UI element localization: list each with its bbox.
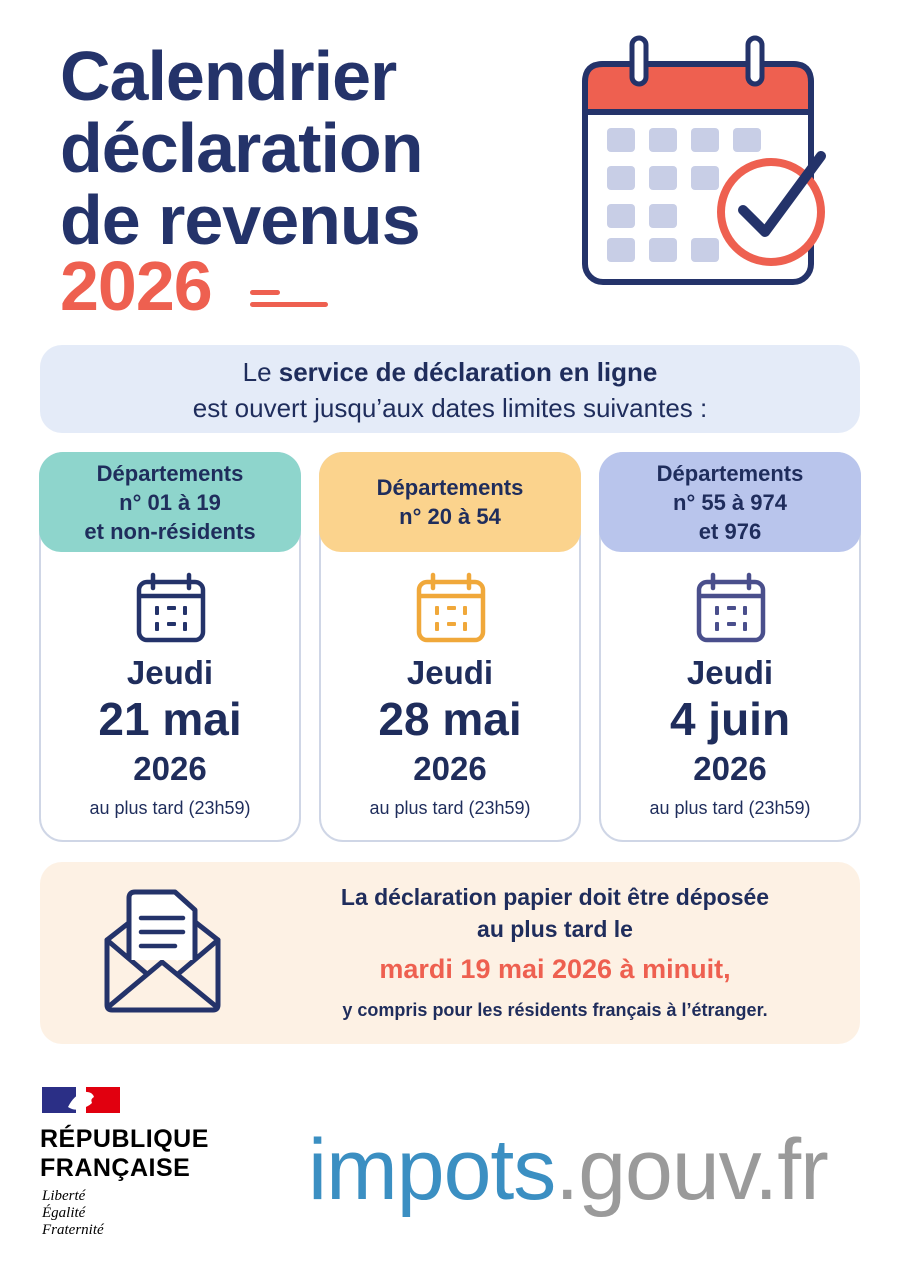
card-header-line: n° 20 à 54 bbox=[399, 504, 501, 529]
card-day: Jeudi bbox=[126, 654, 214, 691]
card-year: 2026 bbox=[413, 750, 487, 787]
banner-line-2: est ouvert jusqu’aux dates limites suivantes : bbox=[192, 393, 708, 423]
card-header-line: Départements bbox=[96, 460, 244, 486]
card-year: 2026 bbox=[693, 750, 767, 787]
online-service-banner bbox=[40, 345, 860, 433]
card-year: 2026 bbox=[133, 750, 207, 787]
card-note: au plus tard (23h59) bbox=[369, 798, 531, 818]
card-note: au plus tard (23h59) bbox=[649, 798, 811, 818]
republique-francaise bbox=[40, 1125, 209, 1183]
card-header bbox=[599, 452, 861, 552]
motto-line: Fraternité bbox=[42, 1222, 104, 1238]
deadline-card-2 bbox=[319, 452, 581, 842]
card-date: 21 mai bbox=[98, 693, 242, 745]
paper-line-1: La déclaration papier doit être déposée bbox=[340, 884, 770, 910]
decorative-dash bbox=[250, 302, 328, 307]
card-header-line: et 976 bbox=[698, 518, 762, 544]
site-logo bbox=[308, 1120, 828, 1220]
title-line-2: déclaration bbox=[60, 109, 423, 187]
calendar-icon bbox=[695, 572, 767, 644]
card-date: 4 juin bbox=[669, 693, 791, 745]
card-note: au plus tard (23h59) bbox=[89, 798, 251, 818]
card-header-line: n° 01 à 19 bbox=[119, 489, 221, 515]
page-title bbox=[60, 37, 580, 259]
card-header bbox=[319, 452, 581, 552]
calendar-check-icon bbox=[575, 30, 845, 300]
card-header-line: et non-résidents bbox=[84, 518, 256, 544]
paper-line-2: au plus tard le bbox=[477, 916, 633, 942]
banner-bold: service de déclaration en ligne bbox=[278, 357, 658, 387]
card-header bbox=[39, 452, 301, 552]
title-line-1: Calendrier bbox=[60, 37, 397, 115]
card-header-line: Départements bbox=[656, 460, 804, 486]
paper-deadline: mardi 19 mai 2026 à minuit, bbox=[379, 954, 731, 984]
title-line-3: de revenus bbox=[60, 181, 420, 259]
card-date: 28 mai bbox=[378, 693, 522, 745]
republic-line: RÉPUBLIQUE bbox=[40, 1125, 209, 1153]
site-logo-part2: .gouv.fr bbox=[555, 1122, 828, 1218]
republic-line: FRANÇAISE bbox=[40, 1154, 191, 1182]
title-year: 2026 bbox=[60, 247, 212, 325]
banner-prefix: Le bbox=[242, 357, 279, 387]
decorative-dash bbox=[250, 290, 280, 295]
card-day: Jeudi bbox=[406, 654, 494, 691]
marianne-flag-logo bbox=[42, 1087, 120, 1113]
calendar-icon bbox=[415, 572, 487, 644]
calendar-icon bbox=[135, 572, 207, 644]
deadline-card-3 bbox=[599, 452, 861, 842]
card-header-line: n° 55 à 974 bbox=[673, 489, 787, 515]
envelope-letter-icon bbox=[95, 880, 230, 1015]
deadline-card-1 bbox=[39, 452, 301, 842]
motto-line: Égalité bbox=[42, 1205, 86, 1221]
paper-declaration-panel bbox=[40, 862, 860, 1044]
card-header-line: Départements bbox=[376, 475, 524, 500]
site-logo-part1: impots bbox=[308, 1122, 556, 1218]
paper-line-4: y compris pour les résidents français à l’étranger. bbox=[342, 1000, 768, 1020]
banner-line-1 bbox=[40, 357, 860, 388]
motto-line: Liberté bbox=[42, 1188, 86, 1204]
national-motto bbox=[42, 1188, 104, 1239]
card-day: Jeudi bbox=[686, 654, 774, 691]
